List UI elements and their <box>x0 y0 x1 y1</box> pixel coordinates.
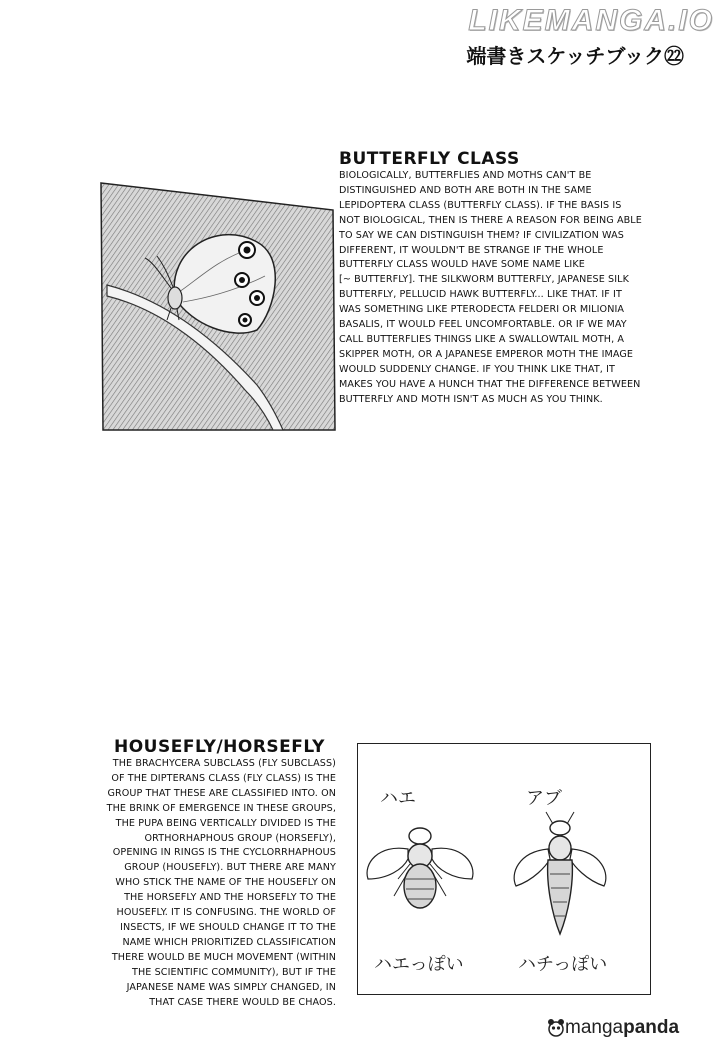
flies-drawing <box>358 804 650 944</box>
text-line: THE SCIENTIFIC COMMUNITY), BUT IF THE <box>132 966 336 978</box>
text-line: OF THE DIPTERANS CLASS (FLY CLASS) IS THE <box>111 772 336 784</box>
text-line: ORTHORHAPHOUS GROUP (HORSEFLY), <box>144 832 336 844</box>
horsefly-drawing <box>514 812 606 934</box>
butterfly-illustration <box>97 180 337 432</box>
text-line: THERE WOULD BE MUCH MOVEMENT (WITHIN <box>111 951 336 963</box>
housefly-caption: ハエっぽい <box>374 954 464 975</box>
logo-suffix: panda <box>623 1017 680 1038</box>
housefly-drawing <box>367 828 473 908</box>
text-line: THE PUPA BEING VERTICALLY DIVIDED IS THE <box>115 817 336 829</box>
text-line: LEPIDOPTERA CLASS (BUTTERFLY CLASS). IF THE BASIS IS <box>339 199 622 211</box>
text-line: TO SAY WE CAN DISTINGUISH THEM? IF CIVILIZATION WAS <box>339 229 624 241</box>
text-line: THE BRACHYCERA SUBCLASS (FLY SUBCLASS) <box>112 758 336 769</box>
watermark: LIKEMANGA.IO <box>468 4 714 37</box>
text-line: JAPANESE NAME WAS SIMPLY CHANGED, IN <box>126 981 336 993</box>
text-line: [~ BUTTERFLY]. THE SILKWORM BUTTERFLY, JAPANESE SILK <box>339 274 630 286</box>
text-line: BUTTERFLY, PELLUCID HAWK BUTTERFLY... LIKE THAT. IF IT <box>339 289 622 301</box>
text-line: WHO STICK THE NAME OF THE HOUSEFLY ON <box>115 877 336 889</box>
text-line: NAME WHICH PRIORITIZED CLASSIFICATION <box>122 936 336 948</box>
text-line: THE BRINK OF EMERGENCE IN THESE GROUPS, <box>106 802 336 814</box>
text-line: WOULD SUDDENLY CHANGE. IF YOU THINK LIKE THAT, IT <box>339 363 615 375</box>
flies-illustration-panel <box>357 743 651 995</box>
horsefly-caption: ハチっぽい <box>518 954 608 975</box>
text-line: BUTTERFLY AND MOTH ISN'T AS MUCH AS YOU THINK. <box>339 393 603 405</box>
text-line: HOUSEFLY. IT IS CONFUSING. THE WORLD OF <box>116 907 336 919</box>
text-line: GROUP THAT THESE ARE CLASSIFIED INTO. ON <box>107 787 336 799</box>
housefly-heading: HOUSEFLY/HORSEFLY <box>114 737 325 757</box>
text-line: INSECTS, IF WE SHOULD CHANGE IT TO THE <box>120 921 336 933</box>
text-line: WAS SOMETHING LIKE PTERODECTA FELDERI OR MILIONIA <box>339 304 625 316</box>
text-line: OPENING IN RINGS IS THE CYCLORRHAPHOUS <box>112 847 336 859</box>
butterfly-body <box>339 169 711 408</box>
text-line: DISTINGUISHED AND BOTH ARE BOTH IN THE SAME <box>339 184 592 196</box>
text-line: THE HORSEFLY AND THE HORSEFLY TO THE <box>124 892 336 904</box>
text-line: GROUP (HOUSEFLY). BUT THERE ARE MANY <box>124 862 336 874</box>
text-line: DIFFERENT, IT WOULDN'T BE STRANGE IF THE WHOLE <box>339 244 604 256</box>
text-line: BUTTERFLY CLASS WOULD HAVE SOME NAME LIKE <box>339 259 585 271</box>
housefly-body <box>8 757 336 1010</box>
text-line: MAKES YOU HAVE A HUNCH THAT THE DIFFERENCE BETWEEN <box>339 378 641 390</box>
text-line: NOT BIOLOGICAL, THEN IS THERE A REASON FOR BEING ABLE <box>339 214 642 226</box>
logo-prefix: manga <box>565 1017 624 1038</box>
page-title: 端書きスケッチブック㉒ <box>466 44 684 68</box>
text-line: CALL BUTTERFLIES THINGS LIKE A SWALLOWTAIL MOTH, A <box>339 333 625 345</box>
housefly-label: ハエ <box>380 788 416 809</box>
text-line: SKIPPER MOTH, OR A JAPANESE EMPEROR MOTH THE IMAGE <box>339 348 634 360</box>
text-line: BASALIS, IT WOULD FEEL UNCOMFORTABLE. OR IF WE MAY <box>339 319 627 331</box>
mangapanda-logo <box>547 1013 723 1043</box>
panda-icon <box>547 1017 565 1039</box>
text-line: THAT CASE THERE WOULD BE CHAOS. <box>149 996 336 1008</box>
horsefly-label: アブ <box>526 788 562 809</box>
text-line: BIOLOGICALLY, BUTTERFLIES AND MOTHS CAN'T BE <box>339 170 592 181</box>
butterfly-heading: BUTTERFLY CLASS <box>339 149 520 169</box>
